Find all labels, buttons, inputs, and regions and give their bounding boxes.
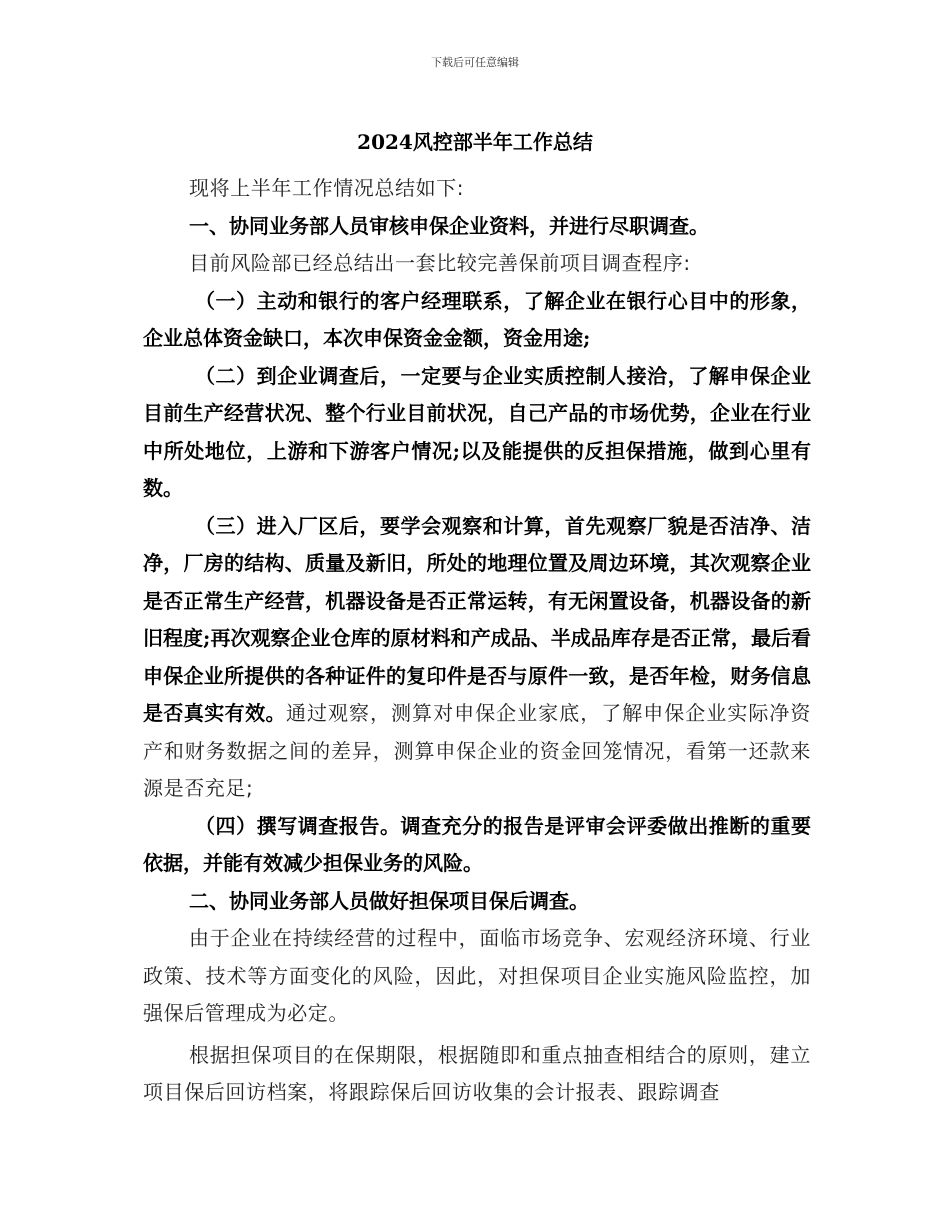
paragraph-procedure-intro: 目前风险部已经总结出一套比较完善保前项目调查程序: xyxy=(189,251,691,275)
paragraph-intro: 现将上半年工作情况总结如下: xyxy=(189,176,465,200)
document-title: 2024风控部半年工作总结 xyxy=(357,130,593,154)
paragraph-risk: 由于企业在持续经营的过程中，面临市场竞争、宏观经济环境、行业政策、技术等方面变化的风险，因此，对担保项目企业实施风险监控，加强保后管理成为必定。 xyxy=(143,926,811,1025)
header-note: 下载后可任意编辑 xyxy=(431,56,519,69)
paragraph-step-4: （四）撰写调查报告。调查充分的报告是评审会评委做出推断的重要依据，并能有效减少担保业务的风险。 xyxy=(143,813,811,875)
heading-section-2: 二、协同业务部人员做好担保项目保后调查。 xyxy=(189,888,589,913)
paragraph-followup: 根据担保项目的在保期限，根据随即和重点抽查相结合的原则，建立项目保后回访档案，将跟踪保后回访收集的会计报表、跟踪调查 xyxy=(143,1042,811,1104)
heading-section-1: 一、协同业务部人员审核申保企业资料，并进行尽职调查。 xyxy=(189,213,709,238)
paragraph-step-1: （一）主动和银行的客户经理联系，了解企业在银行心目中的形象，企业总体资金缺口，本次申保资金金额，资金用途; xyxy=(143,288,811,350)
paragraph-step-3-regular: 通过观察，测算对申保企业家底，了解申保企业实际净资产和财务数据之间的差异，测算申保企业的资金回笼情况，看第一还款来源是否充足; xyxy=(143,701,812,800)
paragraph-step-2: （二）到企业调查后，一定要与企业实质控制人接洽，了解申保企业目前生产经营状况、整个行业目前状况，自己产品的市场优势，企业在行业中所处地位，上游和下游客户情况;以及能提供的反担保措施，做到心里有数。 xyxy=(143,363,811,500)
paragraph-step-3-bold: （三）进入厂区后，要学会观察和计算，首先观察厂貌是否洁净、洁净，厂房的结构、质量及新旧，所处的地理位置及周边环境，其次观察企业是否正常生产经营，机器设备是否正常运转，有无闲置设备，机器设备的新旧程度;再次观察企业仓库的原材料和产成品、半成品库存是否正常，最后看申保企业所提供的各种证件的复印件是否与原件一致，是否年检，财务信息是否真实有效。 xyxy=(143,513,811,725)
document-body xyxy=(143,170,811,1112)
paragraph-step-3 xyxy=(143,508,811,808)
